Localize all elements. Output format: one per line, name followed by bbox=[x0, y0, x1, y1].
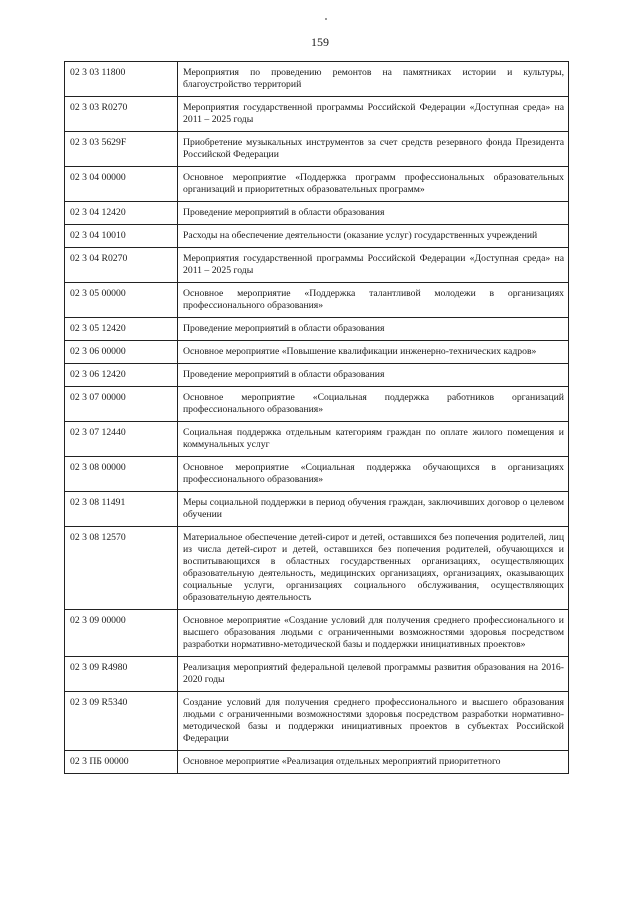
row-description: Основное мероприятие «Поддержка талантливой молодежи в организациях профессионального образования» bbox=[178, 283, 569, 318]
row-code: 02 3 03 11800 bbox=[65, 62, 178, 97]
table-row bbox=[65, 167, 569, 202]
row-code: 02 3 04 00000 bbox=[65, 167, 178, 202]
row-description: Основное мероприятие «Создание условий для получения среднего профессионального и высшего образования людьми с ограниченными возможностями здоровья посредством разработки нормативно-методической базы и поддержки инициативных проектов» bbox=[178, 610, 569, 657]
row-description: Приобретение музыкальных инструментов за счет средств резервного фонда Президента Российской Федерации bbox=[178, 132, 569, 167]
row-code: 02 3 06 00000 bbox=[65, 341, 178, 364]
row-code: 02 3 08 11491 bbox=[65, 492, 178, 527]
row-description: Проведение мероприятий в области образования bbox=[178, 364, 569, 387]
table-row bbox=[65, 318, 569, 341]
row-description: Проведение мероприятий в области образования bbox=[178, 202, 569, 225]
row-code: 02 3 03 5629F bbox=[65, 132, 178, 167]
row-code: 02 3 07 00000 bbox=[65, 387, 178, 422]
table-row bbox=[65, 62, 569, 97]
row-description: Проведение мероприятий в области образования bbox=[178, 318, 569, 341]
table-row bbox=[65, 248, 569, 283]
row-description: Основное мероприятие «Поддержка программ профессиональных образовательных организаций и приоритетных образовательных программ» bbox=[178, 167, 569, 202]
row-code: 02 3 09 R4980 bbox=[65, 657, 178, 692]
table-row bbox=[65, 341, 569, 364]
row-description: Мероприятия государственной программы Российской Федерации «Доступная среда» на 2011 – 2025 годы bbox=[178, 248, 569, 283]
row-code: 02 3 ПБ 00000 bbox=[65, 751, 178, 774]
row-code: 02 3 06 12420 bbox=[65, 364, 178, 387]
row-description: Расходы на обеспечение деятельности (оказание услуг) государственных учреждений bbox=[178, 225, 569, 248]
table-row bbox=[65, 422, 569, 457]
row-description: Мероприятия государственной программы Российской Федерации «Доступная среда» на 2011 – 2025 годы bbox=[178, 97, 569, 132]
table-row bbox=[65, 225, 569, 248]
row-description: Социальная поддержка отдельным категориям граждан по оплате жилого помещения и коммунальных услуг bbox=[178, 422, 569, 457]
row-description: Меры социальной поддержки в период обучения граждан, заключивших договор о целевом обучении bbox=[178, 492, 569, 527]
row-description: Создание условий для получения среднего профессионального и высшего образования людьми с ограниченными возможностями здоровья посредством разработки нормативно-методической базы и поддержки инициативных проектов в субъектах Российской Федерации bbox=[178, 692, 569, 751]
row-description: Материальное обеспечение детей-сирот и детей, оставшихся без попечения родителей, лиц из числа детей-сирот и детей, оставшихся без попечения родителей, обучающихся и воспитывающихся в областных государственных организациях, осуществляющих образовательную деятельность, медицинских организациях, организациях, оказывающих социальные услуги, организациях социального обслуживания, осуществляющих образовательную деятельность bbox=[178, 527, 569, 610]
row-code: 02 3 07 12440 bbox=[65, 422, 178, 457]
row-code: 02 3 05 00000 bbox=[65, 283, 178, 318]
row-code: 02 3 04 10010 bbox=[65, 225, 178, 248]
page-number: 159 bbox=[311, 35, 329, 49]
table-row bbox=[65, 610, 569, 657]
table-row bbox=[65, 387, 569, 422]
row-description: Основное мероприятие «Социальная поддержка обучающихся в организациях профессионального образования» bbox=[178, 457, 569, 492]
row-code: 02 3 09 R5340 bbox=[65, 692, 178, 751]
table-row bbox=[65, 132, 569, 167]
table-row bbox=[65, 527, 569, 610]
row-code: 02 3 04 12420 bbox=[65, 202, 178, 225]
table-row bbox=[65, 692, 569, 751]
row-code: 02 3 08 00000 bbox=[65, 457, 178, 492]
table-row bbox=[65, 751, 569, 774]
table-row bbox=[65, 364, 569, 387]
row-code: 02 3 09 00000 bbox=[65, 610, 178, 657]
table-row bbox=[65, 97, 569, 132]
table-body bbox=[65, 62, 569, 774]
scan-artifact-dot bbox=[325, 18, 327, 20]
budget-classification-table bbox=[64, 61, 569, 774]
row-code: 02 3 03 R0270 bbox=[65, 97, 178, 132]
row-code: 02 3 04 R0270 bbox=[65, 248, 178, 283]
row-code: 02 3 05 12420 bbox=[65, 318, 178, 341]
table-row bbox=[65, 202, 569, 225]
table-row bbox=[65, 283, 569, 318]
row-description: Основное мероприятие «Реализация отдельных мероприятий приоритетного bbox=[178, 751, 569, 774]
row-description: Основное мероприятие «Социальная поддержка работников организаций профессионального образования» bbox=[178, 387, 569, 422]
row-description: Реализация мероприятий федеральной целевой программы развития образования на 2016-2020 годы bbox=[178, 657, 569, 692]
table-row bbox=[65, 457, 569, 492]
table-row bbox=[65, 657, 569, 692]
row-description: Мероприятия по проведению ремонтов на памятниках истории и культуры, благоустройство территорий bbox=[178, 62, 569, 97]
table-row bbox=[65, 492, 569, 527]
row-description: Основное мероприятие «Повышение квалификации инженерно-технических кадров» bbox=[178, 341, 569, 364]
row-code: 02 3 08 12570 bbox=[65, 527, 178, 610]
